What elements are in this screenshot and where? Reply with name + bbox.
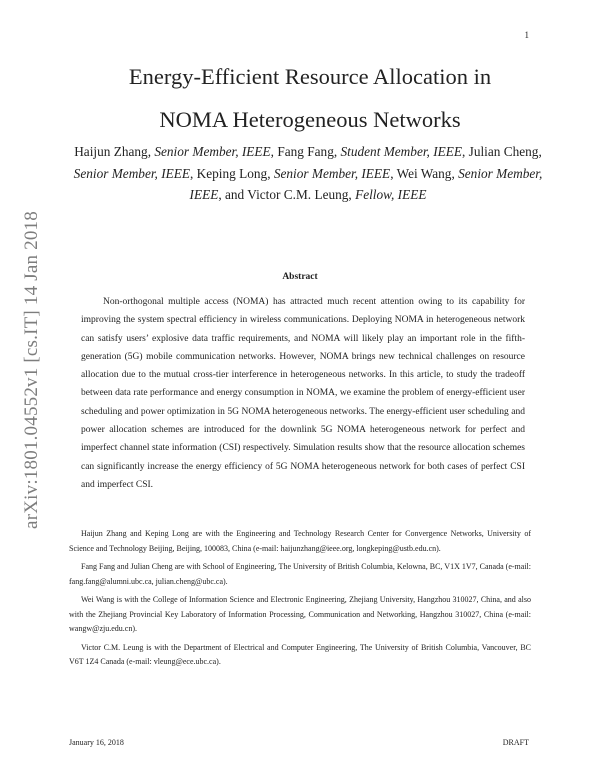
- author-name: Keping Long: [196, 165, 268, 181]
- footnote: Fang Fang and Julian Cheng are with School of Engineering, The University of British Columbia, Kelowna, BC, V1X 1V7, Canada (e-mail: fang.fang@alumni.ubc.ca, julian.cheng@ubc.ca).: [69, 562, 531, 586]
- footnote: Haijun Zhang and Keping Long are with the Engineering and Technology Research Center for Convergence Networks, University of Science and Technology Beijing, Beijing, 100083, China (e-mail: haijunzhang@ieee.org, longkeping@ustb.edu.cn).: [69, 529, 531, 553]
- title-line-1: Energy-Efficient Resource Allocation in: [128, 64, 492, 89]
- author-role: Senior Member, IEEE: [154, 144, 271, 159]
- author-list: Haijun Zhang, Senior Member, IEEE, Fang Fang, Student Member, IEEE, Julian Cheng, Senior Member, IEEE, Keping Long, Senior Member, IEEE, Wei Wang, Senior Member, IEEE, and Victor C.M. Leung, Fellow, IEEE: [73, 144, 543, 202]
- title-line-2: NOMA Heterogeneous Networks: [159, 107, 461, 132]
- footer-draft-label: DRAFT: [502, 738, 529, 747]
- author-role: Senior Member, IEEE: [189, 165, 543, 202]
- author-affiliations: [69, 527, 531, 674]
- arxiv-identifier-text: arXiv:1801.04552v1 [cs.IT] 14 Jan 2018: [21, 211, 42, 529]
- abstract-heading: Abstract: [282, 272, 318, 282]
- arxiv-identifier: [12, 200, 52, 540]
- author-name: Julian Cheng: [468, 144, 539, 159]
- author-name: Fang Fang: [277, 144, 334, 159]
- author-name: Wei Wang: [396, 165, 452, 181]
- author-name: Victor C.M. Leung: [247, 187, 349, 202]
- author-name: Haijun Zhang: [74, 144, 148, 159]
- footnote: Wei Wang is with the College of Information Science and Electronic Engineering, Zhejiang University, Hangzhou 310027, China, and also with the Zhejiang Provincial Key Laboratory of Information Processing, Communication and Networking, Hangzhou 310027, China (e-mail: wangw@zju.edu.cn).: [69, 595, 531, 633]
- author-role: Senior Member, IEEE: [73, 165, 190, 181]
- paper-title: [60, 55, 560, 141]
- footer-date: January 16, 2018: [69, 738, 124, 747]
- page-number: 1: [524, 30, 529, 40]
- footnote: Victor C.M. Leung is with the Department of Electrical and Computer Engineering, The University of British Columbia, Vancouver, BC V6T 1Z4 Canada (e-mail: vleung@ece.ubc.ca).: [69, 642, 531, 666]
- abstract-body: Non-orthogonal multiple access (NOMA) has attracted much recent attention owing to its capability for improving the system spectral efficiency in wireless communications. Deploying NOMA in heterogeneous network can satisfy users’ explosive data traffic requirements, and NOMA will likely play an important role in the fifth-generation (5G) mobile communication networks. However, NOMA brings new technical challenges on resource allocation due to the mutual cross-tier interference in heterogeneous networks. In this article, to study the tradeoff between data rate performance and energy consumption in NOMA, we examine the problem of energy-efficient user scheduling and power optimization in 5G NOMA heterogeneous networks. The energy-efficient user scheduling and power allocation schemes are introduced for the downlink 5G NOMA heterogeneous network for perfect and imperfect channel state information (CSI) respectively. Simulation results show that the resource allocation schemes can significantly increase the energy efficiency of 5G NOMA heterogeneous network for both cases of perfect CSI and imperfect CSI.: [81, 297, 525, 490]
- author-conjunction: and: [224, 187, 245, 202]
- author-role: Senior Member, IEEE: [273, 165, 391, 181]
- author-role: Student Member, IEEE: [340, 144, 462, 159]
- author-role: Fellow, IEEE: [355, 187, 427, 202]
